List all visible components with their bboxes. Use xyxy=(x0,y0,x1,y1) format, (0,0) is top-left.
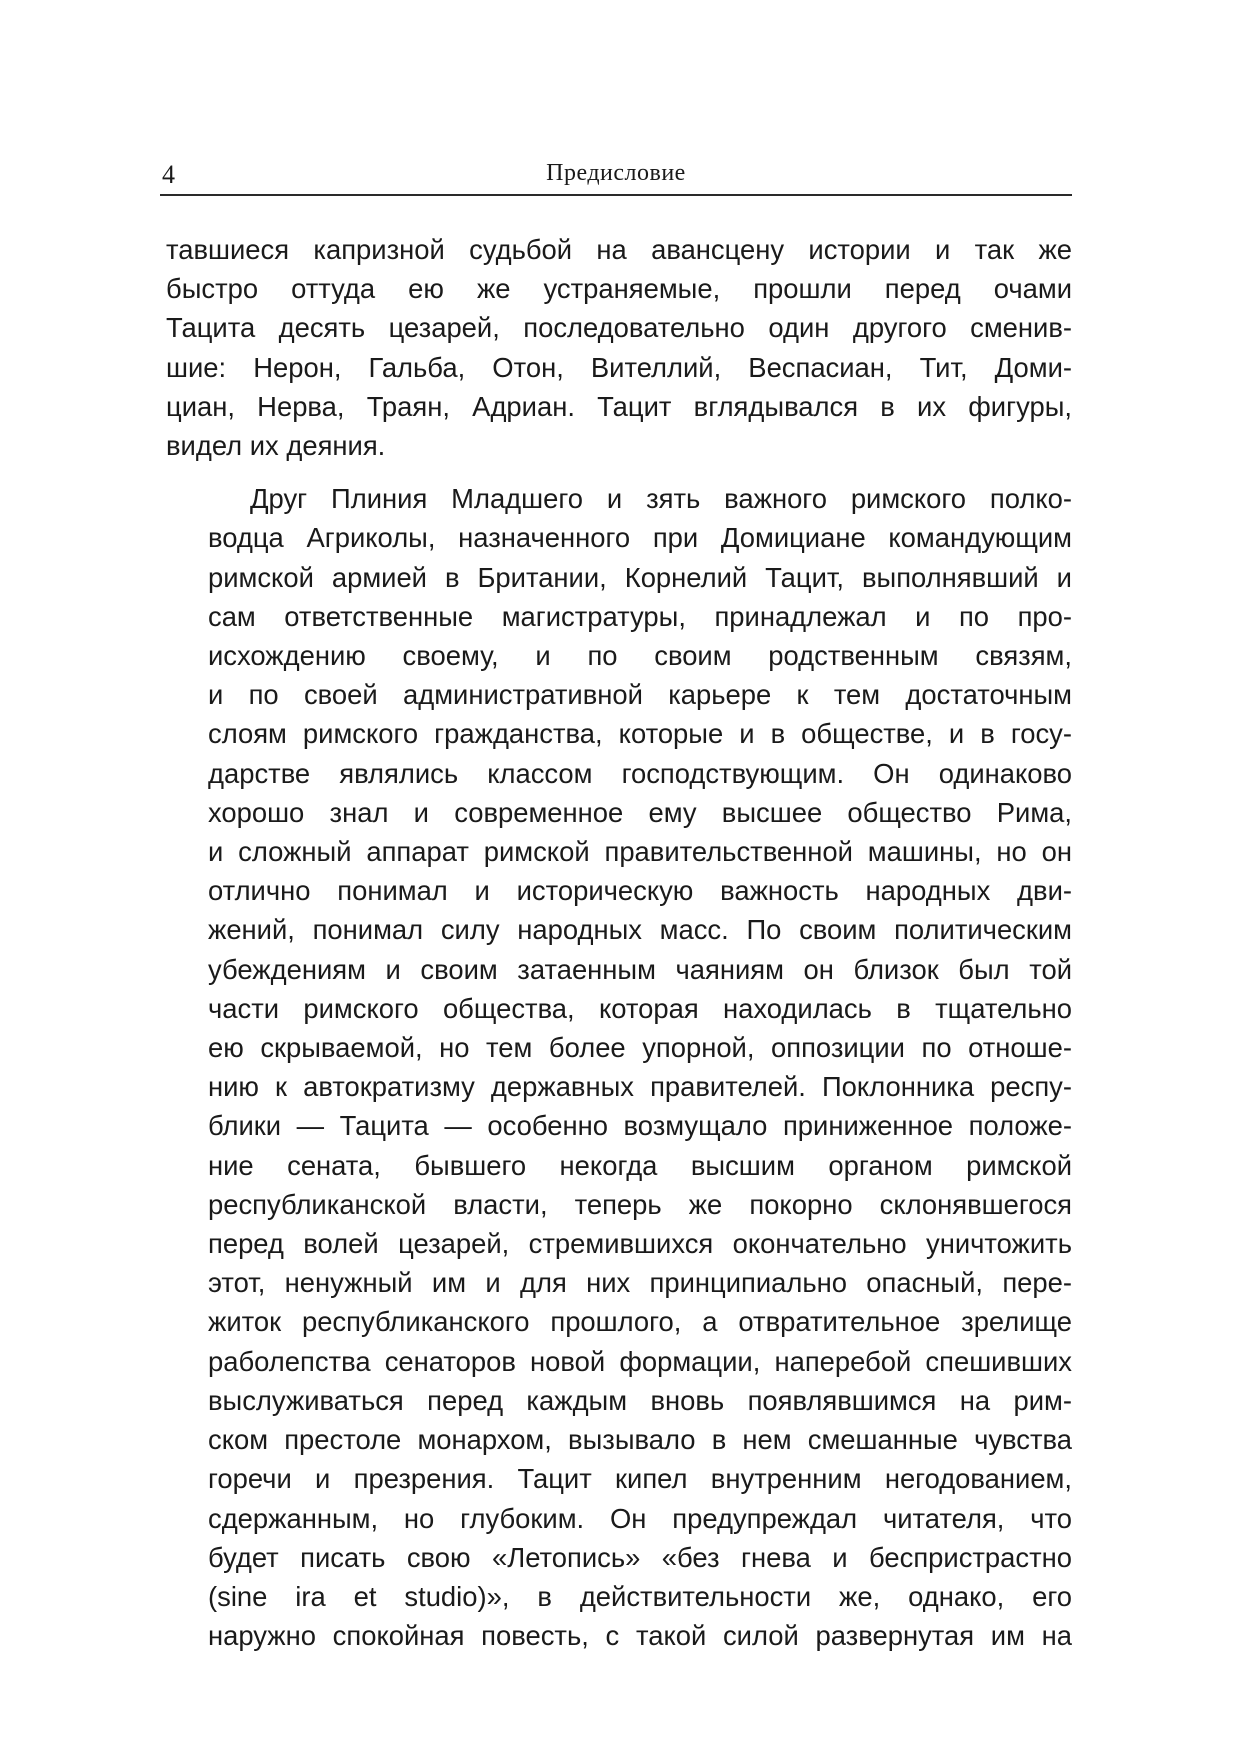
text-line: республиканской власти, теперь же покорно склонявшегося xyxy=(208,1188,1072,1220)
text-line: убеждениям и своим затаенным чаяниям он близок был той xyxy=(208,953,1072,985)
text-line: Тацита десять цезарей, последовательно один другого сменив- xyxy=(166,312,1072,344)
text-line: нию к автократизму державных правителей. Поклонника респу- xyxy=(208,1071,1072,1103)
text-line: наружно спокойная повесть, с такой силой развернутая им на xyxy=(208,1620,1072,1652)
header-rule xyxy=(160,194,1072,196)
text-line: ние сената, бывшего некогда высшим органом римской xyxy=(208,1149,1072,1181)
text-line: житок республиканского прошлого, а отвратительное зрелище xyxy=(208,1306,1072,1338)
running-head xyxy=(160,156,1072,196)
text-line: выслуживаться перед каждым вновь появлявшимся на рим- xyxy=(208,1384,1072,1416)
paragraph-2 xyxy=(166,479,1072,1655)
text-line: и сложный аппарат римской правительственной машины, но он xyxy=(208,836,1072,868)
text-line: сдержанным, но глубоким. Он предупреждал читателя, что xyxy=(208,1502,1072,1534)
text-line: слоям римского гражданства, которые и в обществе, и в госу- xyxy=(208,718,1072,750)
text-line: водца Агриколы, назначенного при Домициане командующим xyxy=(208,522,1072,554)
text-line: ском престоле монархом, вызывало в нем смешанные чувства xyxy=(208,1424,1072,1456)
text-line: жений, понимал силу народных масс. По своим политическим xyxy=(208,914,1072,946)
paragraph-1 xyxy=(166,230,1072,465)
text-line: перед волей цезарей, стремившихся окончательно уничтожить xyxy=(208,1228,1072,1260)
text-line: отлично понимал и историческую важность народных дви- xyxy=(208,875,1072,907)
text-line: будет писать свою «Летопись» «без гнева и беспристрастно xyxy=(208,1541,1072,1573)
text-line: видел их деяния. xyxy=(166,430,386,462)
text-line: шие: Нерон, Гальба, Отон, Вителлий, Веспасиан, Тит, Доми- xyxy=(166,351,1072,383)
text-line: исхождению своему, и по своим родственным связям, xyxy=(208,640,1072,672)
text-line: блики — Тацита — особенно возмущало приниженное положе- xyxy=(208,1110,1072,1142)
text-line: ею скрываемой, но тем более упорной, оппозиции по отноше- xyxy=(208,1032,1072,1064)
text-line: горечи и презрения. Тацит кипел внутренним негодованием, xyxy=(208,1463,1072,1495)
body-text xyxy=(166,230,1072,1655)
text-line: римской армией в Британии, Корнелий Тацит, выполнявший и xyxy=(208,561,1072,593)
text-line: тавшиеся капризной судьбой на авансцену истории и так же xyxy=(166,234,1072,265)
section-title: Предисловие xyxy=(546,160,686,186)
text-line: сам ответственные магистратуры, принадлежал и по про- xyxy=(208,600,1072,632)
text-line: раболепства сенаторов новой формации, наперебой спешивших xyxy=(208,1345,1072,1377)
text-line: дарстве являлись классом господствующим. Он одинаково xyxy=(208,757,1072,789)
text-line: этот, ненужный им и для них принципиально опасный, пере- xyxy=(208,1267,1072,1299)
text-line: циан, Нерва, Траян, Адриан. Тацит вглядывался в их фигуры, xyxy=(166,390,1072,422)
text-line: части римского общества, которая находилась в тщательно xyxy=(208,992,1072,1024)
page-number: 4 xyxy=(162,160,175,189)
text-line: и по своей административной карьере к тем достаточным xyxy=(208,679,1072,711)
text-line: Друг Плиния Младшего и зять важного римского полко- xyxy=(250,483,1072,515)
text-line: быстро оттуда ею же устраняемые, прошли перед очами xyxy=(166,273,1072,305)
text-line: (sine ira et studio)», в действительности же, однако, его xyxy=(208,1580,1072,1612)
text-line: хорошо знал и современное ему высшее общество Рима, xyxy=(208,796,1072,828)
